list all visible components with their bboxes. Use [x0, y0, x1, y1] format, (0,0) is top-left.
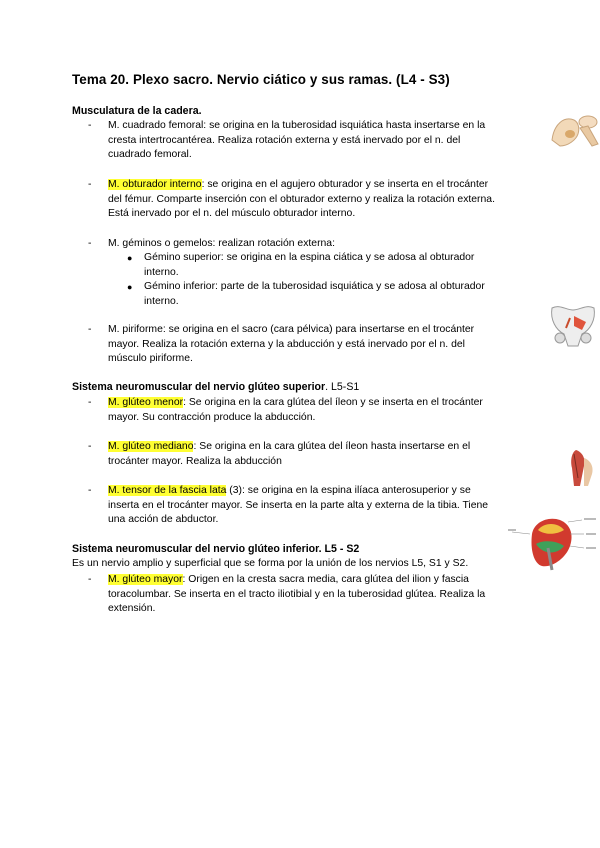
section-heading-cadera: Musculatura de la cadera.	[72, 105, 202, 117]
section-intro: Es un nervio amplio y superficial que se forma por la unión de los nervios L5, S1 y S2.	[72, 558, 469, 569]
list-item-text: M. cuadrado femoral: se origina en la tuberosidad isquiática hasta insertarse en la	[108, 120, 486, 131]
list-item-text: M. piriforme: se origina en el sacro (cara pélvica) para insertarse en el trocánter	[108, 324, 475, 335]
list-item-text: M. géminos o gemelos: realizan rotación externa:	[108, 238, 335, 249]
gluteal-muscles-figure	[508, 514, 600, 572]
highlighted-term: M. glúteo mediano	[108, 441, 194, 452]
list-item-text: M. glúteo mayor: Origen en la cresta sacra media, cara glútea del ilion y fascia	[108, 574, 469, 585]
highlighted-term: M. obturador interno	[108, 179, 202, 190]
list-item-text: una acción de abductor.	[108, 514, 219, 525]
list-dash: -	[88, 324, 92, 335]
list-dash: -	[88, 397, 92, 408]
list-item-text: músculo piriforme.	[108, 353, 193, 364]
highlighted-term: M. tensor de la fascia lata	[108, 485, 227, 496]
hip-muscle-figure	[566, 448, 600, 488]
sub-item-text: interno.	[144, 295, 179, 307]
list-item-text: mayor. Su contracción produce la abducción.	[108, 411, 316, 423]
page-title: Tema 20. Plexo sacro. Nervio ciático y sus ramas. (L4 - S3)	[72, 72, 450, 87]
list-dash: -	[88, 441, 92, 452]
sub-item-text: Gémino inferior: parte de la tuberosidad isquiática y se adosa al obturador	[144, 281, 485, 292]
list-item-text: mayor. Realiza la rotación externa y la abducción y está inervado por el n. del	[108, 338, 465, 350]
sub-item-text: Gémino superior: se origina en la espina ciática y se adosa al obturador	[144, 252, 475, 263]
list-dash: -	[88, 120, 92, 131]
bullet-dot: ●	[127, 282, 133, 292]
list-item-text: extensión.	[108, 603, 156, 614]
highlighted-term: M. glúteo mayor	[108, 574, 183, 585]
list-dash: -	[88, 574, 92, 585]
list-item-text: toracolumbar. Se inserta en el tracto iliotibial y en la tuberosidad glútea. Realiza la	[108, 588, 486, 600]
list-dash: -	[88, 238, 92, 249]
list-item-text: M. glúteo menor: Se origina en la cara glútea del íleon y se inserta en el trocánter	[108, 397, 483, 408]
list-item-text: M. obturador interno: se origina en el agujero obturador y se inserta en el trocánter	[108, 179, 489, 190]
list-item-text: cresta intertrocantérea. Realiza rotación externa y está inervado por el n. del	[108, 134, 461, 146]
list-item-text: M. tensor de la fascia lata (3): se origina en la espina ilíaca anterosuperior y se	[108, 485, 471, 496]
bullet-dot: ●	[127, 253, 133, 263]
list-dash: -	[88, 485, 92, 496]
list-item-text: Está inervado por el n. del músculo obturador interno.	[108, 208, 356, 219]
list-item-text: trocánter mayor. Realiza la abducción	[108, 455, 282, 467]
hip-bone-figure	[548, 110, 600, 152]
sub-item-text: interno.	[144, 266, 179, 278]
list-item-text: cuadrado femoral.	[108, 149, 192, 160]
pelvis-figure	[546, 300, 600, 350]
list-item-text: inserta en el trocánter mayor. Se inserta en la parte alta y externa de la tibia. Tiene	[108, 499, 489, 511]
highlighted-term: M. glúteo menor	[108, 397, 184, 408]
list-dash: -	[88, 179, 92, 190]
list-item-text: M. glúteo mediano: Se origina en la cara glútea del íleon hasta insertarse en el	[108, 441, 471, 452]
section-heading-gluteo-inferior: Sistema neuromuscular del nervio glúteo inferior. L5 - S2	[72, 543, 360, 555]
section-heading-gluteo-superior: Sistema neuromuscular del nervio glúteo superior. L5-S1	[72, 381, 360, 393]
list-item-text: del fémur. Comparte inserción con el obturador externo y realiza la rotación externa.	[108, 193, 495, 205]
